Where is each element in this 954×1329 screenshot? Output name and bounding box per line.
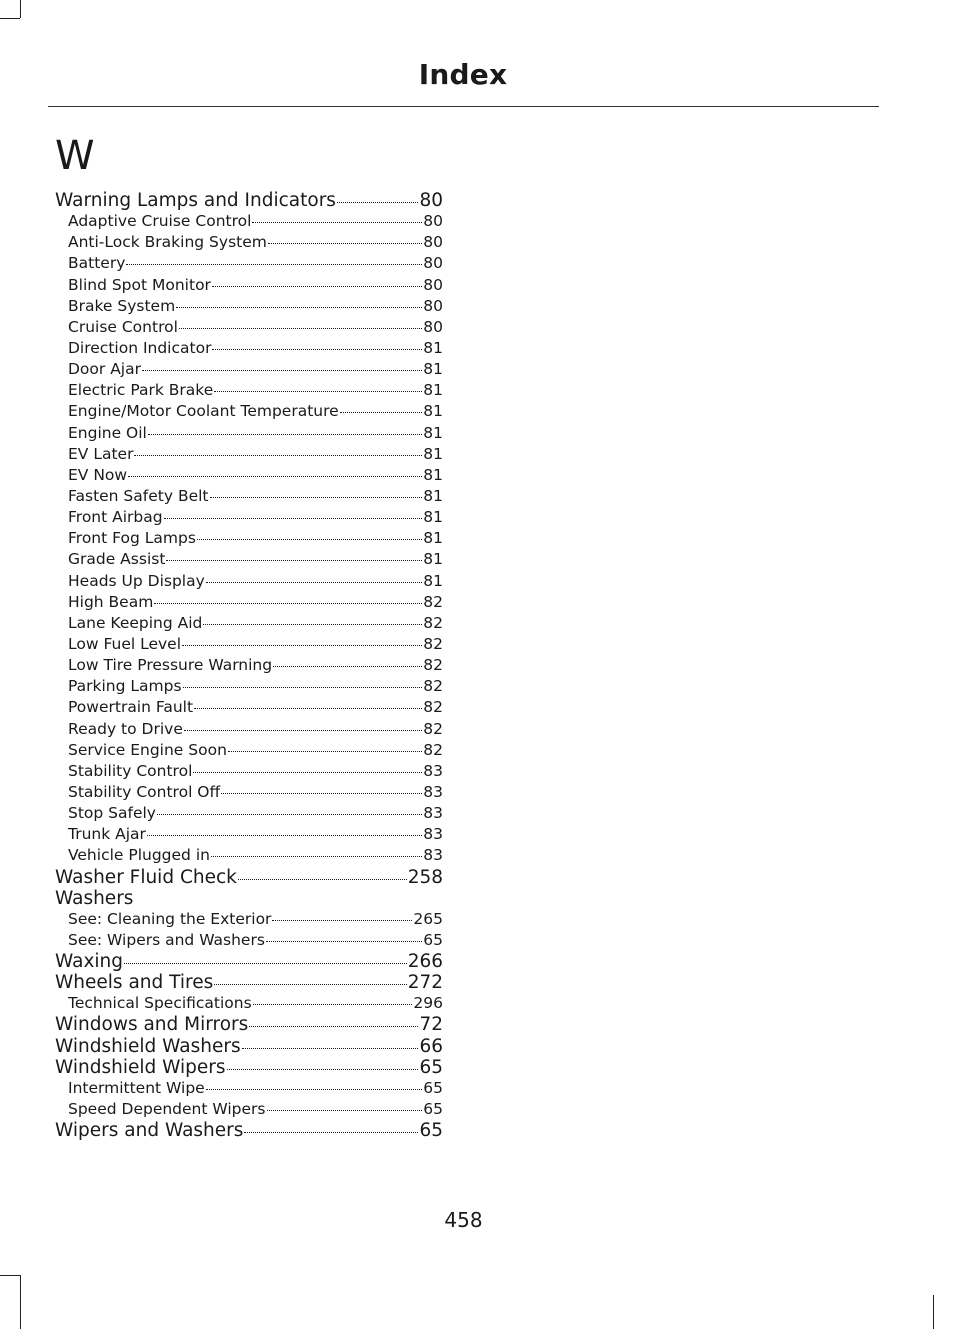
index-subentry: [55, 275, 443, 296]
entry-label: Powertrain Fault: [68, 698, 194, 717]
entry-page-number: 81: [423, 423, 443, 442]
dot-leader: [337, 201, 419, 203]
entry-page-number: 81: [423, 444, 443, 463]
entry-page-number: 82: [423, 677, 443, 696]
entry-page-number: 82: [423, 592, 443, 611]
index-subentry: [55, 634, 443, 655]
entry-page-number: 65: [423, 930, 443, 949]
index-subentry: [55, 465, 443, 486]
dot-leader: [212, 348, 422, 350]
index-subentry: [55, 1099, 443, 1120]
entry-label: Parking Lamps: [68, 677, 182, 696]
entry-label: Wheels and Tires: [55, 972, 214, 994]
dot-leader: [176, 306, 422, 308]
entry-page-number: 83: [423, 804, 443, 823]
index-subentry: [55, 528, 443, 549]
entry-page-number: 83: [423, 761, 443, 780]
index-subentry: [55, 359, 443, 380]
index-subentry: [55, 845, 443, 866]
index-subentry: [55, 655, 443, 676]
entry-label: Stop Safely: [68, 804, 156, 823]
entry-page-number: 82: [423, 613, 443, 632]
entry-page-number: 272: [407, 972, 443, 994]
entry-page-number: 83: [423, 846, 443, 865]
page-title: Index: [418, 58, 508, 91]
entry-label: Adaptive Cruise Control: [68, 212, 252, 231]
title-divider: [48, 106, 879, 107]
entry-page-number: 83: [423, 782, 443, 801]
index-subentry: [55, 317, 443, 338]
index-subentry: [55, 676, 443, 697]
index-subentry: [55, 613, 443, 634]
index-subentry: [55, 507, 443, 528]
index-entry: [55, 867, 443, 888]
dot-leader: [197, 538, 422, 540]
dot-leader: [179, 327, 422, 329]
index-entry: [55, 972, 443, 993]
entry-label: Vehicle Plugged in: [68, 846, 210, 865]
dot-leader: [244, 1131, 418, 1133]
index-subentry: [55, 803, 443, 824]
entry-label: Warning Lamps and Indicators: [55, 190, 336, 211]
dot-leader: [211, 855, 422, 857]
entry-page-number: 80: [419, 190, 443, 211]
entry-label: Brake System: [68, 296, 176, 315]
index-subentry: [55, 930, 443, 951]
index-subentry: [55, 338, 443, 359]
entry-page-number: 81: [423, 338, 443, 357]
index-subentry: [55, 253, 443, 274]
index-entry: [55, 888, 443, 909]
index-subentry: [55, 380, 443, 401]
dot-leader: [253, 1003, 413, 1005]
entry-page-number: 82: [423, 740, 443, 759]
index-subentry: [55, 401, 443, 422]
entry-label: See: Wipers and Washers: [68, 930, 265, 949]
entry-page-number: 81: [423, 381, 443, 400]
index-subentry: [55, 740, 443, 761]
entry-page-number: 81: [423, 571, 443, 590]
entry-page-number: 82: [423, 698, 443, 717]
dot-leader: [148, 433, 422, 435]
entry-page-number: 81: [423, 360, 443, 379]
entry-page-number: 66: [419, 1035, 443, 1057]
entry-label: Grade Assist: [68, 550, 166, 569]
entry-page-number: 65: [423, 1100, 443, 1119]
index-subentry: [55, 232, 443, 253]
entry-page-number: 65: [419, 1056, 443, 1078]
index-subentry: [55, 697, 443, 718]
index-subentry: [55, 211, 443, 232]
dot-leader: [182, 644, 422, 646]
dot-leader: [268, 242, 422, 244]
index-subentry: [55, 486, 443, 507]
crop-mark: [20, 0, 21, 18]
entry-label: Stability Control: [68, 761, 193, 780]
entry-label: Engine/Motor Coolant Temperature: [68, 402, 339, 421]
entry-page-number: 82: [423, 656, 443, 675]
entry-label: Cruise Control: [68, 317, 178, 336]
entry-page-number: 82: [423, 719, 443, 738]
entry-label: Windshield Wipers: [55, 1056, 226, 1078]
dot-leader: [340, 411, 423, 413]
dot-leader: [206, 1088, 423, 1090]
dot-leader: [142, 369, 422, 371]
entry-page-number: 80: [423, 296, 443, 315]
entry-page-number: 80: [423, 212, 443, 231]
dot-leader: [252, 221, 422, 223]
entry-label: Speed Dependent Wipers: [68, 1100, 266, 1119]
entry-page-number: 258: [407, 866, 443, 888]
entry-label: EV Later: [68, 444, 134, 463]
index-subentry: [55, 761, 443, 782]
dot-leader: [154, 602, 422, 604]
entry-label: High Beam: [68, 592, 154, 611]
dot-leader: [206, 581, 422, 583]
section-letter: W: [55, 133, 95, 179]
index-entry: [55, 190, 443, 211]
dot-leader: [124, 962, 407, 964]
entry-label: Waxing: [55, 951, 124, 973]
entry-page-number: 81: [423, 402, 443, 421]
entry-label: Service Engine Soon: [68, 740, 227, 759]
entry-page-number: 265: [413, 909, 443, 928]
index-subentry: [55, 592, 443, 613]
crop-mark: [0, 18, 20, 19]
entry-label: Technical Specifications: [68, 994, 252, 1013]
dot-leader: [194, 707, 422, 709]
dot-leader: [228, 750, 422, 752]
entry-page-number: 80: [423, 275, 443, 294]
dot-leader: [242, 1047, 419, 1049]
entry-page-number: 72: [419, 1014, 443, 1036]
entry-label: Low Tire Pressure Warning: [68, 656, 273, 675]
index-subentry: [55, 571, 443, 592]
entry-label: Electric Park Brake: [68, 381, 214, 400]
index-entry: [55, 1120, 443, 1141]
entry-page-number: 83: [423, 825, 443, 844]
dot-leader: [266, 940, 422, 942]
entry-label: Intermittent Wipe: [68, 1078, 205, 1097]
entry-label: Direction Indicator: [68, 338, 212, 357]
entry-label: Ready to Drive: [68, 719, 183, 738]
index-subentry: [55, 444, 443, 465]
entry-page-number: 81: [423, 465, 443, 484]
index-subentry: [55, 719, 443, 740]
index-subentry: [55, 423, 443, 444]
index-subentry: [55, 549, 443, 570]
page-number: 458: [444, 1208, 483, 1232]
dot-leader: [147, 834, 422, 836]
index-entry: [55, 1014, 443, 1035]
entry-page-number: 81: [423, 550, 443, 569]
entry-page-number: 81: [423, 529, 443, 548]
dot-leader: [164, 517, 423, 519]
entry-page-number: 65: [423, 1078, 443, 1097]
entry-label: Windshield Washers: [55, 1035, 241, 1057]
entry-label: Battery: [68, 254, 126, 273]
entry-page-number: 65: [419, 1120, 443, 1142]
dot-leader: [212, 285, 422, 287]
dot-leader: [166, 559, 422, 561]
index-subentry: [55, 1078, 443, 1099]
entry-label: Wipers and Washers: [55, 1120, 244, 1142]
entry-label: Washer Fluid Check: [55, 866, 237, 888]
index-entry: [55, 951, 443, 972]
entry-label: Washers: [55, 887, 134, 909]
entry-page-number: 80: [423, 317, 443, 336]
entry-label: Door Ajar: [68, 360, 141, 379]
dot-leader: [249, 1025, 418, 1027]
dot-leader: [238, 878, 407, 880]
crop-mark: [20, 1275, 21, 1329]
entry-label: Heads Up Display: [68, 571, 205, 590]
index-subentry: [55, 993, 443, 1014]
entry-page-number: 81: [423, 486, 443, 505]
entry-label: Trunk Ajar: [68, 825, 146, 844]
index-subentry: [55, 909, 443, 930]
index-entry-list: [55, 190, 443, 1141]
dot-leader: [210, 496, 423, 498]
entry-label: EV Now: [68, 465, 128, 484]
entry-page-number: 82: [423, 634, 443, 653]
dot-leader: [203, 623, 422, 625]
dot-leader: [214, 390, 422, 392]
dot-leader: [221, 792, 422, 794]
index-entry: [55, 1057, 443, 1078]
crop-mark: [933, 1295, 934, 1329]
dot-leader: [157, 813, 422, 815]
dot-leader: [227, 1068, 419, 1070]
dot-leader: [267, 1109, 423, 1111]
entry-label: Front Airbag: [68, 508, 163, 527]
dot-leader: [183, 686, 423, 688]
index-subentry: [55, 824, 443, 845]
index-subentry: [55, 782, 443, 803]
entry-page-number: 266: [407, 951, 443, 973]
entry-label: See: Cleaning the Exterior: [68, 909, 272, 928]
entry-page-number: 296: [413, 994, 443, 1013]
entry-label: Lane Keeping Aid: [68, 613, 203, 632]
entry-label: Engine Oil: [68, 423, 147, 442]
dot-leader: [126, 263, 422, 265]
entry-label: Fasten Safety Belt: [68, 486, 209, 505]
entry-page-number: 81: [423, 508, 443, 527]
entry-label: Anti-Lock Braking System: [68, 233, 267, 252]
entry-label: Low Fuel Level: [68, 634, 182, 653]
entry-label: Blind Spot Monitor: [68, 275, 211, 294]
dot-leader: [214, 983, 406, 985]
dot-leader: [128, 475, 422, 477]
dot-leader: [272, 919, 412, 921]
entry-label: Front Fog Lamps: [68, 529, 196, 548]
dot-leader: [193, 771, 422, 773]
entry-page-number: 80: [423, 233, 443, 252]
dot-leader: [273, 665, 422, 667]
entry-page-number: 80: [423, 254, 443, 273]
dot-leader: [184, 729, 422, 731]
entry-label: Windows and Mirrors: [55, 1014, 249, 1036]
index-entry: [55, 1036, 443, 1057]
entry-label: Stability Control Off: [68, 782, 221, 801]
crop-mark: [0, 1275, 20, 1276]
index-subentry: [55, 296, 443, 317]
dot-leader: [134, 454, 422, 456]
